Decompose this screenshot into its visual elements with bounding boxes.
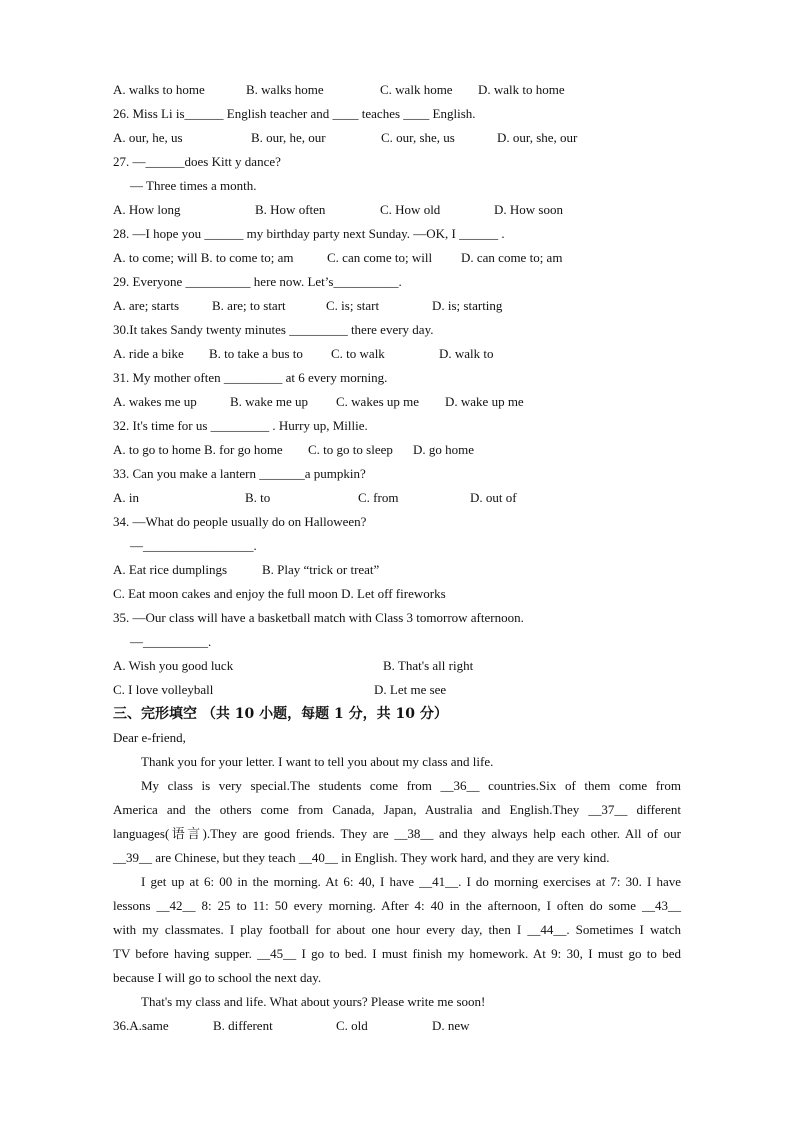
option-c: C. to go to sleep [308, 442, 393, 457]
option-d: D. out of [470, 490, 517, 505]
option-a: A. Eat rice dumplings [113, 562, 228, 577]
letter-paragraph-3-line-4: TV before having supper. __45__ I go to bed. I must finish my homework. At 9: 30, I must go to bed [113, 946, 681, 961]
option-a-b: A. to go to home B. for go home [113, 442, 283, 457]
option-c: C. wakes up me [336, 394, 420, 409]
option-b: B. That's all right [383, 658, 474, 673]
option-d: D. Let me see [374, 682, 447, 697]
question-28-stem: 28. —I hope you ______ my birthday party next Sunday. —OK, I ______ . [113, 226, 505, 241]
question-34-stem: 34. —What do people usually do on Halloween? [113, 514, 367, 529]
option-b: B. Play “trick or treat” [262, 562, 380, 577]
option-d: D. walk to home [478, 82, 565, 97]
option-b: B. to [245, 490, 271, 505]
question-32-options [113, 438, 683, 462]
letter-paragraph-1: Thank you for your letter. I want to tell you about my class and life. [141, 754, 494, 769]
question-27-options [113, 198, 683, 222]
option-b: B. wake me up [230, 394, 308, 409]
question-35-stem: 35. —Our class will have a basketball match with Class 3 tomorrow afternoon. [113, 610, 524, 625]
question-26-options [113, 126, 683, 150]
letter-paragraph-3-line-2: lessons __42__ 8: 25 to 11: 50 every morning. After 4: 40 in the afternoon, I often do some __43__ [113, 898, 681, 913]
question-35-options-row2 [113, 678, 683, 702]
question-34-answer-line: —_________________. [130, 538, 257, 553]
question-36-options [113, 1014, 683, 1038]
letter-paragraph-2-line-1: My class is very special.The students come from __36__ countries.Six of them come from [141, 778, 681, 793]
question-30-options [113, 342, 683, 366]
question-33-options [113, 486, 683, 510]
letter-paragraph-2-line-2: America and the others come from Canada, Japan, Australia and English.They __37__ different [113, 802, 681, 817]
question-31-options [113, 390, 683, 414]
question-30-stem: 30.It takes Sandy twenty minutes _________ there every day. [113, 322, 434, 337]
letter-paragraph-3-line-5: because I will go to school the next day. [113, 970, 322, 985]
question-27-stem: 27. —______does Kitt y dance? [113, 154, 281, 169]
option-b: B. to take a bus to [209, 346, 303, 361]
option-a-b: A. to come; will B. to come to; am [113, 250, 294, 265]
letter-paragraph-4: That's my class and life. What about yours? Please write me soon! [141, 994, 486, 1009]
question-25-options [113, 78, 683, 102]
question-29-stem: 29. Everyone __________ here now. Let’s__________. [113, 274, 402, 289]
question-31-stem: 31. My mother often _________ at 6 every morning. [113, 370, 388, 385]
option-d: D. can come to; am [461, 250, 563, 265]
option-a: 36.A.same [113, 1018, 169, 1033]
option-c: C. to walk [331, 346, 385, 361]
letter-paragraph-2-line-3: languages(语言).They are good friends. They are __38__ and they always help each other. All of our [113, 826, 681, 841]
option-b: B. How often [255, 202, 326, 217]
question-35-options-row1 [113, 654, 683, 678]
question-27-answer-line: — Three times a month. [130, 178, 257, 193]
option-a: A. walks to home [113, 82, 205, 97]
question-28-options [113, 246, 683, 270]
question-34-options-row1 [113, 558, 683, 582]
option-d: D. wake up me [445, 394, 524, 409]
letter-paragraph-3-line-3: with my classmates. I play football for about one hour every day, then I __44__. Sometimes I watch [113, 922, 681, 937]
option-b: B. different [213, 1018, 273, 1033]
question-32-stem: 32. It's time for us _________ . Hurry up, Millie. [113, 418, 368, 433]
option-c: C. can come to; will [327, 250, 433, 265]
option-a: A. Wish you good luck [113, 658, 234, 673]
option-b: B. our, he, our [251, 130, 326, 145]
section-heading: 三、完形填空 （共 10 小题，每题 1 分，共 10 分） [113, 706, 448, 722]
option-c: C. walk home [380, 82, 453, 97]
option-a: A. wakes me up [113, 394, 197, 409]
option-c: C. old [336, 1018, 368, 1033]
option-d: D. walk to [439, 346, 494, 361]
option-c: C. I love volleyball [113, 682, 214, 697]
question-29-options [113, 294, 683, 318]
option-c: C. our, she, us [381, 130, 455, 145]
option-a: A. How long [113, 202, 181, 217]
letter-paragraph-2-line-4: __39__ are Chinese, but they teach __40__ in English. They work hard, and they are very kind. [113, 850, 610, 865]
letter-paragraph-3-line-1: I get up at 6: 00 in the morning. At 6: 40, I have __41__. I do morning exercises at 7: 30. I have [141, 874, 681, 889]
option-d: D. is; starting [432, 298, 503, 313]
option-c: C. is; start [326, 298, 380, 313]
option-b: B. are; to start [212, 298, 286, 313]
option-b: B. walks home [246, 82, 324, 97]
option-a: A. ride a bike [113, 346, 184, 361]
option-d: D. How soon [494, 202, 563, 217]
question-26-stem: 26. Miss Li is______ English teacher and ____ teaches ____ English. [113, 106, 476, 121]
question-33-stem: 33. Can you make a lantern _______a pumpkin? [113, 466, 366, 481]
letter-greeting: Dear e-friend, [113, 730, 186, 745]
option-a: A. in [113, 490, 139, 505]
option-d: D. new [432, 1018, 470, 1033]
question-35-answer-line: —__________. [130, 634, 212, 649]
option-d: D. go home [413, 442, 475, 457]
option-a: A. are; starts [113, 298, 180, 313]
option-a: A. our, he, us [113, 130, 183, 145]
question-34-options-row2: C. Eat moon cakes and enjoy the full moon D. Let off fireworks [113, 586, 446, 601]
option-c: C. from [358, 490, 399, 505]
option-d: D. our, she, our [497, 130, 578, 145]
option-c: C. How old [380, 202, 441, 217]
